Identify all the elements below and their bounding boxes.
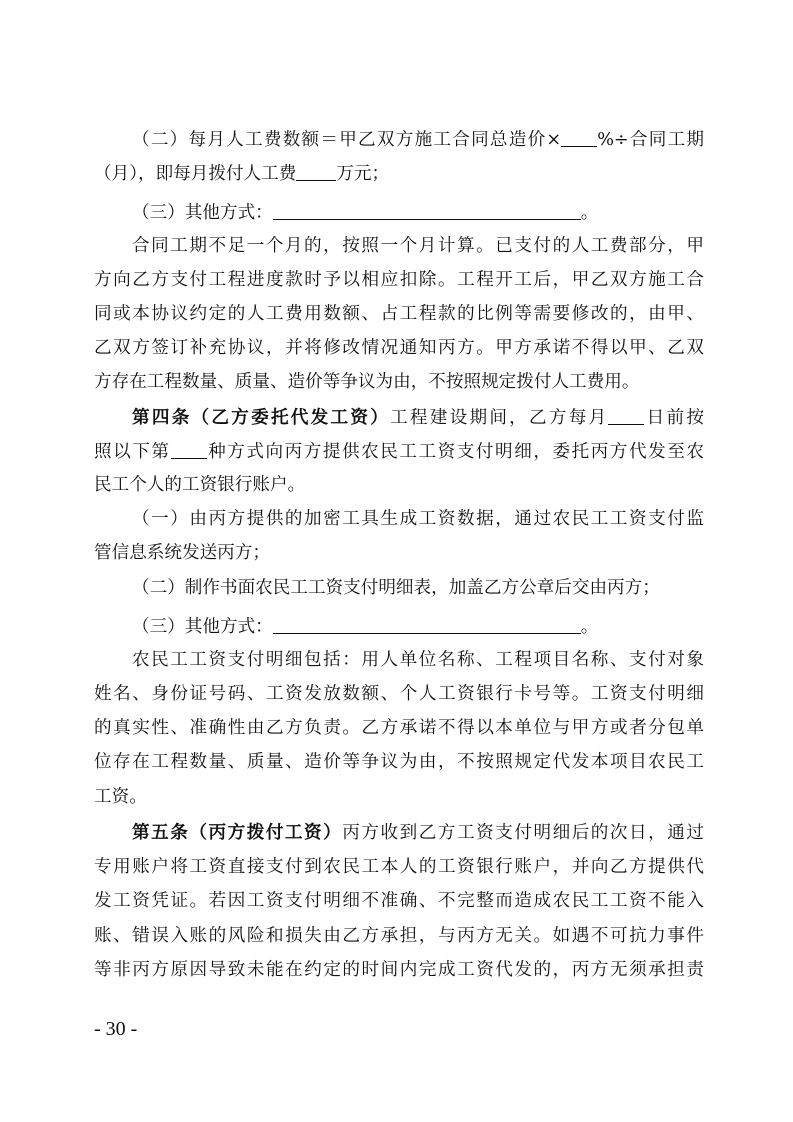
blank-field: [171, 440, 207, 459]
text-line: [132, 406, 704, 428]
text-span: 工程建设期间，乙方每月: [390, 408, 609, 428]
text-span: 丙方收到乙方工资支付明细后的次日，通过: [342, 823, 704, 843]
text-span: （月），即每月拨付人工费: [94, 164, 297, 184]
text-span: （二）每月人工费数额＝甲乙双方施工合同总造价×: [132, 130, 562, 150]
text-span: （三）其他方式：: [132, 203, 273, 223]
text-line: 合同工期不足一个月的，按照一个月计算。已支付的人工费部分，甲: [132, 236, 704, 256]
text-line: （二）制作书面农民工工资支付明细表，加盖乙方公章后交由丙方；: [132, 578, 660, 598]
blank-field: [296, 162, 336, 181]
page-number: - 30 -: [94, 1018, 138, 1040]
text-span: 万元；: [336, 164, 390, 184]
text-span: 。: [580, 203, 599, 223]
text-line: 账、错误入账的风险和损失由乙方承担，与丙方无关。如遇不可抗力事件: [94, 926, 704, 946]
text-line: [132, 615, 704, 637]
blank-field: [273, 615, 581, 634]
text-line: 农民工工资支付明细包括：用人单位名称、工程项目名称、支付对象: [132, 650, 704, 670]
text-line: 民工个人的工资银行账户。: [94, 475, 306, 495]
text-line: （一）由丙方提供的加密工具生成工资数据，通过农民工工资支付监: [132, 509, 704, 529]
text-line: 专用账户将工资直接支付到农民工本人的工资银行账户，并向乙方提供代: [94, 857, 704, 877]
text-span: 日前按: [644, 408, 704, 428]
blank-field: [561, 128, 597, 147]
article-heading: 第四条（乙方委托代发工资）: [132, 408, 391, 428]
text-line: 管信息系统发送丙方；: [94, 543, 270, 563]
text-line: 位存在工程数量、质量、造价等争议为由，不按照规定代发本项目农民工: [94, 752, 704, 772]
text-line: 方存在工程数量、质量、造价等争议为由，不按照规定拨付人工费用。: [94, 372, 640, 392]
text-line: 等非丙方原因导致未能在约定的时间内完成工资代发的，丙方无须承担责: [94, 960, 704, 980]
text-line: 同或本协议约定的人工费用数额、占工程款的比例等需要修改的，由甲、: [94, 304, 704, 324]
text-span: 种方式向丙方提供农民工工资支付明细，委托丙方代发至农: [206, 442, 704, 462]
blank-field: [608, 406, 644, 425]
text-line: [94, 440, 704, 462]
text-line: [132, 201, 704, 223]
text-line: [132, 822, 704, 844]
text-line: [94, 162, 704, 184]
text-line: 乙双方签订补充协议，并将修改情况通知丙方。甲方承诺不得以甲、乙双: [94, 338, 704, 358]
text-span: 。: [580, 617, 599, 637]
text-line: 方向乙方支付工程进度款时予以相应扣除。工程开工后，甲乙双方施工合: [94, 270, 704, 290]
text-line: [132, 128, 704, 150]
text-span: （三）其他方式：: [132, 617, 273, 637]
text-line: 工资。: [94, 787, 147, 807]
text-line: 发工资凭证。若因工资支付明细不准确、不完整而造成农民工工资不能入: [94, 891, 704, 911]
article-heading: 第五条（丙方拨付工资）: [132, 823, 343, 843]
text-span: %÷合同工期: [597, 130, 704, 150]
text-line: 姓名、身份证号码、工资发放数额、个人工资银行卡号等。工资支付明细: [94, 684, 704, 704]
blank-field: [273, 201, 581, 220]
text-line: 的真实性、准确性由乙方负责。乙方承诺不得以本单位与甲方或者分包单: [94, 718, 704, 738]
text-span: 照以下第: [94, 442, 171, 462]
